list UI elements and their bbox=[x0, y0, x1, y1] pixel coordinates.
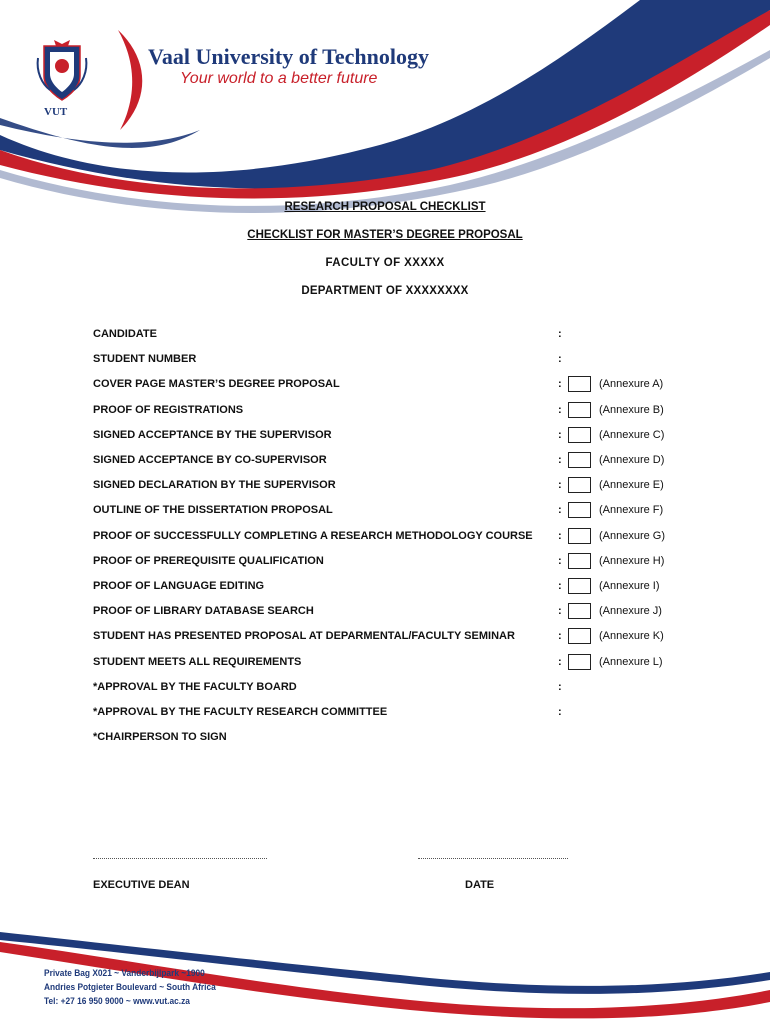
checklist-row bbox=[93, 477, 683, 495]
checklist-colon: : bbox=[558, 378, 562, 391]
checklist-checkbox[interactable] bbox=[568, 502, 591, 518]
checklist-row bbox=[93, 654, 683, 672]
checklist-colon: : bbox=[558, 403, 562, 416]
checklist-checkbox[interactable] bbox=[568, 452, 591, 468]
checklist-item-label: *APPROVAL BY THE FACULTY BOARD bbox=[93, 680, 297, 693]
checklist-colon: : bbox=[558, 454, 562, 466]
checklist-item-label: STUDENT MEETS ALL REQUIREMENTS bbox=[93, 655, 302, 668]
checklist-row bbox=[93, 528, 683, 546]
checklist-item-label: PROOF OF REGISTRATIONS bbox=[93, 403, 244, 416]
date-label: DATE bbox=[465, 879, 495, 891]
checklist-item-label: OUTLINE OF THE DISSERTATION PROPOSAL bbox=[93, 504, 333, 517]
executive-dean-signature-line[interactable] bbox=[93, 858, 267, 859]
annexure-label: (Annexure I) bbox=[599, 580, 660, 592]
annexure-label: (Annexure J) bbox=[599, 605, 662, 618]
annexure-label: (Annexure K) bbox=[599, 630, 664, 643]
checklist-colon: : bbox=[558, 706, 562, 718]
crest-label: VUT bbox=[44, 106, 68, 118]
checklist-checkbox[interactable] bbox=[568, 603, 591, 619]
checklist-item-label: PROOF OF LIBRARY DATABASE SEARCH bbox=[93, 605, 314, 618]
checklist-colon: : bbox=[558, 630, 562, 643]
checklist-row bbox=[93, 452, 683, 470]
checklist-item-label: PROOF OF PREREQUISITE QUALIFICATION bbox=[93, 554, 324, 567]
date-signature-line[interactable] bbox=[418, 858, 568, 859]
checklist-colon: : bbox=[558, 554, 562, 567]
checklist-checkbox[interactable] bbox=[568, 376, 591, 392]
university-tagline: Your world to a better future bbox=[180, 70, 378, 87]
checklist-row bbox=[93, 603, 683, 621]
checklist-colon: : bbox=[558, 655, 562, 668]
document-title: RESEARCH PROPOSAL CHECKLIST bbox=[284, 201, 486, 213]
checklist-row bbox=[93, 553, 683, 571]
checklist-item-label: CANDIDATE bbox=[93, 328, 157, 340]
checklist-item-label: SIGNED ACCEPTANCE BY CO-SUPERVISOR bbox=[93, 454, 327, 466]
checklist-checkbox[interactable] bbox=[568, 553, 591, 569]
footer-address-line: Private Bag X021 ~ Vanderbijlpark ~1900 bbox=[44, 968, 205, 979]
checklist-row bbox=[93, 376, 683, 394]
checklist-item-label: STUDENT HAS PRESENTED PROPOSAL AT DEPARMENTAL/FACULTY SEMINAR bbox=[93, 630, 515, 643]
annexure-label: (Annexure F) bbox=[599, 504, 664, 517]
annexure-label: (Annexure D) bbox=[599, 454, 665, 466]
checklist-item-label: PROOF OF LANGUAGE EDITING bbox=[93, 580, 265, 592]
checklist-item-label: PROOF OF SUCCESSFULLY COMPLETING A RESEARCH METHODOLOGY COURSE bbox=[93, 529, 533, 542]
checklist-colon: : bbox=[558, 529, 562, 542]
checklist-colon: : bbox=[558, 328, 562, 340]
checklist-colon: : bbox=[558, 605, 562, 618]
checklist-row bbox=[93, 704, 683, 722]
checklist-colon: : bbox=[558, 680, 562, 693]
checklist-checkbox[interactable] bbox=[568, 427, 591, 443]
checklist-row bbox=[93, 578, 683, 596]
faculty-line: FACULTY OF XXXXX bbox=[325, 257, 445, 269]
university-crest-logo bbox=[34, 38, 90, 104]
checklist-colon: : bbox=[558, 504, 562, 517]
checklist-row bbox=[93, 351, 683, 369]
checklist-checkbox[interactable] bbox=[568, 628, 591, 644]
checklist-row bbox=[93, 628, 683, 646]
checklist-colon: : bbox=[558, 353, 562, 366]
checklist-colon: : bbox=[558, 580, 562, 592]
checklist-checkbox[interactable] bbox=[568, 528, 591, 544]
annexure-label: (Annexure G) bbox=[599, 529, 666, 542]
annexure-label: (Annexure C) bbox=[599, 428, 665, 441]
checklist-item-label: SIGNED DECLARATION BY THE SUPERVISOR bbox=[93, 479, 336, 492]
checklist-item-label: SIGNED ACCEPTANCE BY THE SUPERVISOR bbox=[93, 428, 332, 441]
footer-address-line: Andries Potgieter Boulevard ~ South Africa bbox=[44, 982, 216, 993]
executive-dean-label: EXECUTIVE DEAN bbox=[93, 879, 190, 891]
checklist-row bbox=[93, 502, 683, 520]
checklist-colon: : bbox=[558, 479, 562, 492]
checklist-checkbox[interactable] bbox=[568, 477, 591, 493]
annexure-label: (Annexure H) bbox=[599, 554, 665, 567]
checklist-row bbox=[93, 402, 683, 420]
checklist-item-label: *APPROVAL BY THE FACULTY RESEARCH COMMITTEE bbox=[93, 706, 388, 718]
checklist-row bbox=[93, 679, 683, 697]
annexure-label: (Annexure E) bbox=[599, 479, 664, 492]
checklist-checkbox[interactable] bbox=[568, 578, 591, 594]
footer-contact-line: Tel: +27 16 950 9000 ~ www.vut.ac.za bbox=[44, 996, 190, 1007]
checklist-item-label: *CHAIRPERSON TO SIGN bbox=[93, 731, 227, 744]
checklist-row bbox=[93, 427, 683, 445]
university-name: Vaal University of Technology bbox=[148, 44, 429, 69]
document-subtitle: CHECKLIST FOR MASTER’S DEGREE PROPOSAL bbox=[247, 229, 523, 241]
annexure-label: (Annexure A) bbox=[599, 378, 664, 391]
annexure-label: (Annexure B) bbox=[599, 403, 664, 416]
checklist-row bbox=[93, 729, 683, 747]
checklist-item-label: COVER PAGE MASTER’S DEGREE PROPOSAL bbox=[93, 378, 340, 391]
checklist-item-label: STUDENT NUMBER bbox=[93, 353, 197, 366]
annexure-label: (Annexure L) bbox=[599, 655, 663, 668]
checklist-row bbox=[93, 326, 683, 344]
checklist-checkbox[interactable] bbox=[568, 654, 591, 670]
checklist-colon: : bbox=[558, 428, 562, 441]
checklist-checkbox[interactable] bbox=[568, 402, 591, 418]
department-line: DEPARTMENT OF XXXXXXXX bbox=[301, 285, 469, 297]
